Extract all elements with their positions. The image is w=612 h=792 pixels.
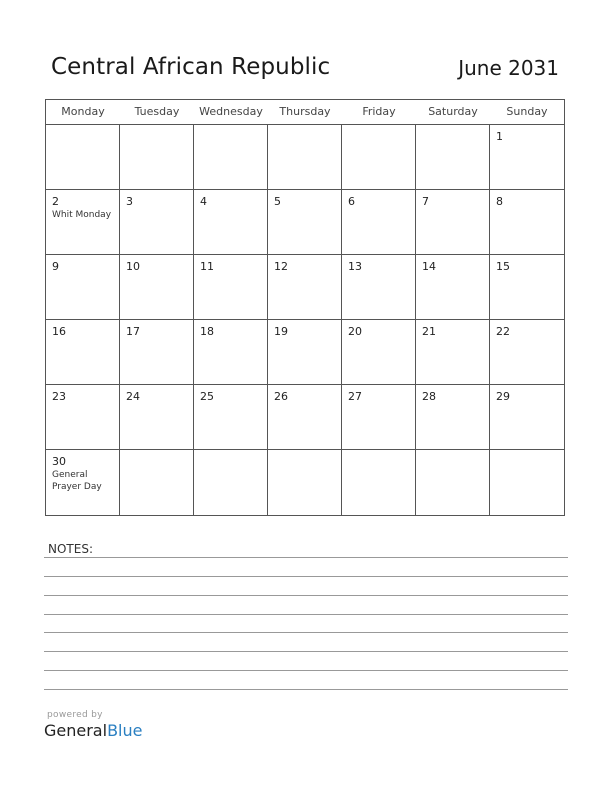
day-number: 15 — [496, 260, 510, 273]
day-cell — [194, 385, 268, 450]
day-cell — [490, 190, 564, 255]
day-number: 14 — [422, 260, 436, 273]
day-number: 6 — [348, 195, 355, 208]
note-line — [44, 632, 568, 633]
day-number: 20 — [348, 325, 362, 338]
day-number: 3 — [126, 195, 133, 208]
calendar-title: Central African Republic — [51, 54, 331, 80]
day-number: 9 — [52, 260, 59, 273]
day-number: 13 — [348, 260, 362, 273]
day-number: 21 — [422, 325, 436, 338]
day-cell — [268, 190, 342, 255]
day-cell — [342, 450, 416, 515]
day-cell — [268, 255, 342, 320]
calendar-grid — [46, 125, 564, 515]
day-cell — [268, 125, 342, 190]
note-line — [44, 689, 568, 690]
day-number: 26 — [274, 390, 288, 403]
weekday-header-row — [46, 100, 564, 125]
day-cell — [194, 320, 268, 385]
weekday-header: Tuesday — [134, 105, 180, 118]
day-cell — [120, 320, 194, 385]
day-cell — [120, 190, 194, 255]
day-cell — [46, 450, 120, 515]
day-cell — [120, 450, 194, 515]
note-line — [44, 595, 568, 596]
day-cell — [342, 190, 416, 255]
calendar-table — [45, 99, 565, 516]
day-cell — [120, 385, 194, 450]
day-cell — [490, 320, 564, 385]
day-cell — [416, 385, 490, 450]
day-number: 30 — [52, 455, 66, 468]
day-number: 4 — [200, 195, 207, 208]
brand-logo — [44, 721, 142, 740]
calendar-month: June 2031 — [458, 56, 559, 80]
day-number: 18 — [200, 325, 214, 338]
day-cell — [342, 385, 416, 450]
day-number: 11 — [200, 260, 214, 273]
day-cell — [416, 320, 490, 385]
day-number: 27 — [348, 390, 362, 403]
day-number: 7 — [422, 195, 429, 208]
day-number: 2 — [52, 195, 59, 208]
day-cell — [268, 385, 342, 450]
day-cell — [194, 255, 268, 320]
day-cell — [342, 255, 416, 320]
day-number: 19 — [274, 325, 288, 338]
day-cell — [416, 125, 490, 190]
holiday-label: General Prayer Day — [52, 470, 102, 492]
day-cell — [194, 190, 268, 255]
weekday-header: Friday — [362, 105, 396, 118]
day-number: 24 — [126, 390, 140, 403]
notes-label: NOTES: — [48, 542, 93, 556]
day-number: 1 — [496, 130, 503, 143]
brand-general: General — [44, 721, 108, 740]
day-number: 10 — [126, 260, 140, 273]
day-number: 23 — [52, 390, 66, 403]
day-cell — [416, 255, 490, 320]
day-number: 29 — [496, 390, 510, 403]
day-cell — [490, 255, 564, 320]
day-number: 5 — [274, 195, 281, 208]
brand-blue: Blue — [107, 721, 143, 740]
day-cell — [416, 450, 490, 515]
note-line — [44, 651, 568, 652]
day-cell — [490, 450, 564, 515]
day-cell — [194, 125, 268, 190]
day-cell — [46, 320, 120, 385]
day-cell — [268, 320, 342, 385]
day-number: 28 — [422, 390, 436, 403]
day-number: 12 — [274, 260, 288, 273]
day-cell — [490, 385, 564, 450]
day-number: 22 — [496, 325, 510, 338]
weekday-header: Wednesday — [199, 105, 263, 118]
day-cell — [194, 450, 268, 515]
weekday-header: Monday — [61, 105, 105, 118]
day-cell — [342, 125, 416, 190]
day-number: 8 — [496, 195, 503, 208]
day-cell — [46, 125, 120, 190]
day-cell — [46, 385, 120, 450]
day-number: 17 — [126, 325, 140, 338]
note-line — [44, 576, 568, 577]
weekday-header: Thursday — [279, 105, 331, 118]
day-cell — [120, 255, 194, 320]
day-cell — [120, 125, 194, 190]
day-cell — [46, 190, 120, 255]
note-line — [44, 670, 568, 671]
note-line — [44, 614, 568, 615]
powered-by-text: powered by — [47, 710, 103, 720]
day-cell — [46, 255, 120, 320]
weekday-header: Saturday — [428, 105, 478, 118]
day-number: 16 — [52, 325, 66, 338]
weekday-header: Sunday — [506, 105, 548, 118]
day-cell — [268, 450, 342, 515]
day-number: 25 — [200, 390, 214, 403]
day-cell — [490, 125, 564, 190]
day-cell — [416, 190, 490, 255]
day-cell — [342, 320, 416, 385]
note-line — [44, 557, 568, 558]
holiday-label: Whit Monday — [52, 210, 112, 220]
